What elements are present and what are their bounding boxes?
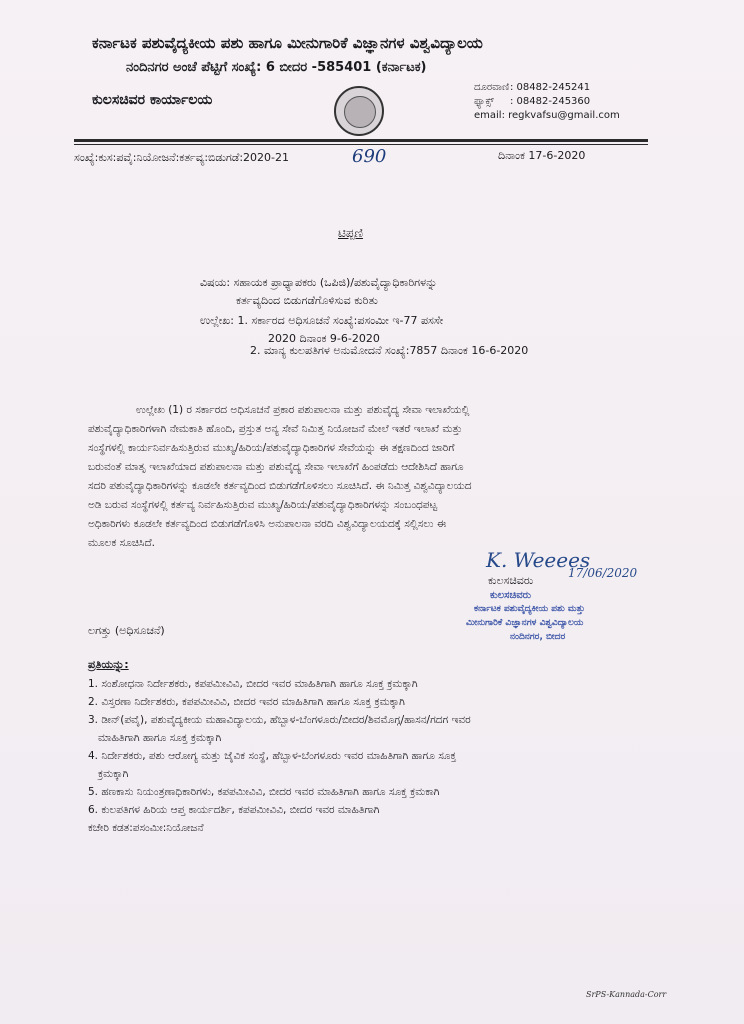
copy-item: 1. ಸಂಶೋಧನಾ ನಿರ್ದೇಶಕರು, ಕಪಪಮೀವಿವಿ, ಬೀದರ ಇವರ ಮಾಹಿತಿಗಾಗಿ ಹಾಗೂ ಸೂಕ್ತ ಕ್ರಮಕ್ಕಾಗಿ (88, 678, 418, 690)
subject-line-1: ವಿಷಯ: ಸಹಾಯಕ ಪ್ರಾಧ್ಯಾಪಕರು (ಒಪಿಜಿ)/ಪಶುವೈದ್ಯಾಧಿಕಾರಿಗಳನ್ನು (200, 276, 438, 289)
body-line: ಅಡಿ ಬರುವ ಸಂಸ್ಥೆಗಳಲ್ಲಿ ಕರ್ತವ್ಯ ನಿರ್ವಹಿಸುತ್ತಿರುವ ಮುಖ್ಯ/ಹಿರಿಯ/ಪಶುವೈದ್ಯಾಧಿಕಾರಿಗಳನ್ನು ಸಂಬಂಧಪಟ್ಟ (88, 499, 438, 511)
copy-item: 4. ನಿರ್ದೇಶಕರು, ಪಶು ಆರೋಗ್ಯ ಮತ್ತು ಜೈವಿಕ ಸಂಸ್ಥೆ, ಹೆಬ್ಬಾಳ-ಬೆಂಗಳೂರು ಇವರ ಮಾಹಿತಿಗಾಗಿ ಹಾಗೂ ಸೂಕ್ತ (88, 750, 457, 762)
stamp-line: ಕರ್ನಾಟಕ ಪಶುವೈದ್ಯಕೀಯ ಪಶು ಮತ್ತು (474, 604, 585, 614)
phone-label: ದೂರವಾಣಿ (474, 82, 510, 93)
reference-number: ಸಂಖ್ಯೆ:ಕುಸ:ಪವೈ:ನಿಯೋಜನೆ:ಕರ್ತವ್ಯ:ಬಿಡುಗಡೆ:2020-21 (74, 151, 290, 164)
body-line: ಉಲ್ಲೇಖ (1) ರ ಸರ್ಕಾರದ ಅಧಿಸೂಚನೆ ಪ್ರಕಾರ ಪಶುಪಾಲನಾ ಮತ್ತು ಪಶುವೈದ್ಯ ಸೇವಾ ಇಲಾಖೆಯಲ್ಲಿ (136, 404, 470, 416)
signatory-title: ಕುಲಸಚಿವರು (488, 574, 534, 587)
phone-number: : 08482-245241 (510, 82, 591, 93)
footer-code: SrPS-Kannada-Corr (586, 990, 667, 999)
copy-item: ಕ್ರಮಕ್ಕಾಗಿ (98, 768, 129, 780)
fax-label: ಫ್ಯಾಕ್ಸ್ (474, 96, 495, 107)
enclosure: ಲಗತ್ತು (ಅಧಿಸೂಚನೆ) (88, 624, 165, 637)
reference-1: ಉಲ್ಲೇಖ: 1. ಸರ್ಕಾರದ ಅಧಿಸೂಚನೆ ಸಂಖ್ಯೆ:ಪಸಂಮೀ ಇ-77 ಪಸಸೇ (200, 314, 444, 327)
reference-2: 2. ಮಾನ್ಯ ಕುಲಪತಿಗಳ ಅನುಮೋದನೆ ಸಂಖ್ಯೆ:7857 ದಿನಾಂಕ 16-6-2020 (250, 344, 529, 357)
signature-date: 17/06/2020 (568, 566, 638, 580)
header-rule-thin (74, 144, 648, 145)
body-line: ಪಶುವೈದ್ಯಾಧಿಕಾರಿಗಳಾಗಿ ನೇಮಕಾತಿ ಹೊಂದಿ, ಪ್ರಸ್ತುತ ಅನ್ಯ ಸೇವೆ ನಿಮಿತ್ತ ನಿಯೋಜನೆ ಮೇಲೆ ಇತರೆ ಇಲಾಖೆ ಮತ್ತು (88, 423, 463, 435)
stamp-line: ನಂದಿನಗರ, ಬೀದರ (510, 632, 566, 642)
stamp-line: ಕುಲಸಚಿವರು (490, 590, 532, 601)
university-seal-icon (334, 86, 384, 136)
stamp-line: ಮೀನುಗಾರಿಕೆ ವಿಜ್ಞಾನಗಳ ವಿಶ್ವವಿದ್ಯಾಲಯ (466, 618, 584, 628)
copies-title: ಪ್ರತಿಯನ್ನು: (88, 658, 129, 671)
copy-item: 6. ಕುಲಪತಿಗಳ ಹಿರಿಯ ಆಪ್ತ ಕಾರ್ಯದರ್ಶಿ, ಕಪಪಮೀವಿವಿ, ಬೀದರ ಇವರ ಮಾಹಿತಿಗಾಗಿ (88, 804, 380, 816)
body-line: ಸದರಿ ಪಶುವೈದ್ಯಾಧಿಕಾರಿಗಳನ್ನು ಕೂಡಲೇ ಕರ್ತವ್ಯದಿಂದ ಬಿಡುಗಡೆಗೊಳಿಸಲು ಸೂಚಿಸಿದೆ. ಈ ನಿಮಿತ್ತ ವಿಶ್ವವಿದ್ಯಾಲಯದ (88, 480, 472, 492)
body-line: ಬರುವಂತೆ ಮಾತೃ ಇಲಾಖೆಯಾದ ಪಶುಪಾಲನಾ ಮತ್ತು ಪಶುವೈದ್ಯ ಸೇವಾ ಇಲಾಖೆಗೆ ಹಿಂಪಡೆದು ಆದೇಶಿಸಿದೆ ಹಾಗೂ (88, 461, 464, 473)
copy-item: 3. ಡೀನ್(ಪವೈ), ಪಶುವೈದ್ಯಕೀಯ ಮಹಾವಿದ್ಯಾಲಯ, ಹೆಬ್ಬಾಳ-ಬೆಂಗಳೂರು/ಬೀದರ/ಶಿವಮೊಗ್ಗ/ಹಾಸನ/ಗದಗ ಇವರ (88, 714, 471, 726)
body-line: ಮೂಲಕ ಸೂಚಿಸಿದೆ. (88, 537, 155, 549)
university-address: ನಂದಿನಗರ ಅಂಚೆ ಪೆಟ್ಟಿಗೆ ಸಂಖ್ಯೆ: 6 ಬೀದರ -585401 (ಕರ್ನಾಟಕ) (126, 60, 427, 75)
copy-item: 2. ವಿಸ್ತರಣಾ ನಿರ್ದೇಶಕರು, ಕಪಪಮೀವಿವಿ, ಬೀದರ ಇವರ ಮಾಹಿತಿಗಾಗಿ ಹಾಗೂ ಸೂಕ್ತ ಕ್ರಮಕ್ಕಾಗಿ (88, 696, 405, 708)
copy-item: ಮಾಹಿತಿಗಾಗಿ ಹಾಗೂ ಸೂಕ್ತ ಕ್ರಮಕ್ಕಾಗಿ (98, 732, 222, 744)
handwritten-number: 690 (352, 146, 387, 167)
letter-date: ದಿನಾಂಕ 17-6-2020 (498, 149, 586, 162)
university-name: ಕರ್ನಾಟಕ ಪಶುವೈದ್ಯಕೀಯ ಪಶು ಹಾಗೂ ಮೀನುಗಾರಿಕೆ ವಿಜ್ಞಾನಗಳ ವಿಶ್ವವಿದ್ಯಾಲಯ (92, 34, 483, 52)
fax-number: : 08482-245360 (510, 96, 591, 107)
body-line: ಸಂಸ್ಥೆಗಳಲ್ಲಿ ಕಾರ್ಯನಿರ್ವಹಿಸುತ್ತಿರುವ ಮುಖ್ಯ/ಹಿರಿಯ/ಪಶುವೈದ್ಯಾಧಿಕಾರಿಗಳ ಸೇವೆಯನ್ನು ಈ ತಕ್ಷಣದಿಂದ ಜಾರಿಗೆ (88, 442, 455, 454)
header-rule (74, 139, 648, 142)
copy-item: 5. ಹಣಕಾಸು ನಿಯಂತ್ರಣಾಧಿಕಾರಿಗಳು, ಕಪಪಮೀವಿವಿ, ಬೀದರ ಇವರ ಮಾಹಿತಿಗಾಗಿ ಹಾಗೂ ಸೂಕ್ತ ಕ್ರಮಕಾಗಿ (88, 786, 440, 798)
email: email: regkvafsu@gmail.com (474, 110, 620, 121)
office-file: ಕಚೇರಿ ಕಡತ:ಪಸಂಮೀ:ನಿಯೋಜನೆ (88, 822, 204, 834)
office-name: ಕುಲಸಚಿವರ ಕಾರ್ಯಾಲಯ (92, 92, 213, 108)
signature-scrawl: K. Weeees (486, 548, 591, 572)
note-title: ಟಿಪ್ಪಣಿ (338, 226, 363, 240)
body-line: ಅಧಿಕಾರಿಗಳು ಕೂಡಲೇ ಕರ್ತವ್ಯದಿಂದ ಬಿಡುಗಡೆಗೊಳಿಸಿ ಅನುಪಾಲನಾ ವರದಿ ವಿಶ್ವವಿದ್ಯಾಲಯದಕ್ಕೆ ಸಲ್ಲಿಸಲು ಈ (88, 518, 446, 530)
subject-line-2: ಕರ್ತವ್ಯದಿಂದ ಬಿಡುಗಡೆಗೊಳಿಸುವ ಕುರಿತು (236, 294, 378, 307)
reference-1-date: 2020 ದಿನಾಂಕ 9-6-2020 (268, 332, 380, 345)
